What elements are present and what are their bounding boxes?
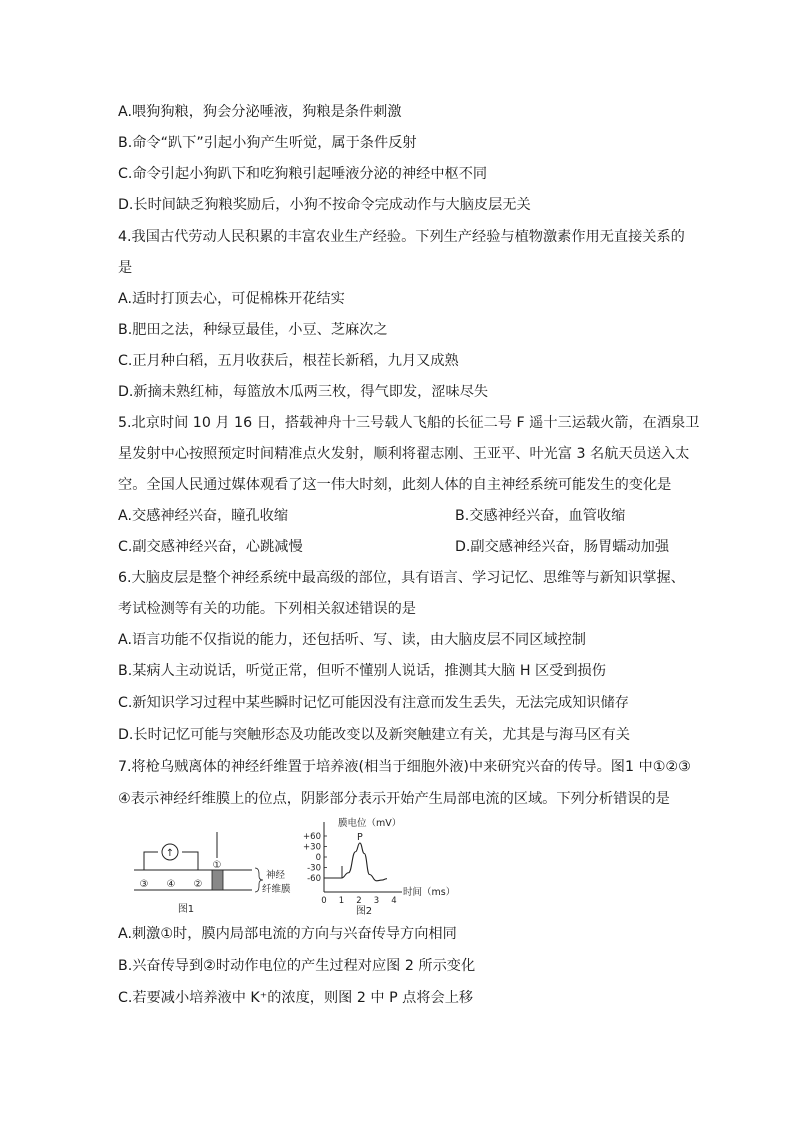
y-axis-label: 膜电位（mV）	[338, 818, 402, 829]
x-tick-label: 3	[373, 896, 380, 906]
y-tick-label: +30	[303, 842, 321, 853]
point-3-label: ③	[139, 879, 149, 890]
action-potential-curve	[324, 843, 387, 881]
question-4-stem-2: 是	[118, 260, 133, 276]
local-current-shaded-region	[212, 870, 223, 890]
y-tick-label: +60	[303, 832, 321, 842]
option-4b: B.肥田之法，种绿豆最佳，小豆、芝麻次之	[118, 322, 388, 338]
question-6-stem-1: 6.大脑皮层是整个神经系统中最高级的部位，具有语言、学习记忆、思维等与新知识掌握、	[118, 570, 685, 586]
question-7-stem-2: ④表示神经纤维膜上的位点，阴影部分表示开始产生局部电流的区域。下列分析错误的是	[118, 791, 670, 807]
question-4-stem-1: 4.我国古代劳动人民积累的丰富农业生产经验。下列生产经验与植物激素作用无直接关系的	[118, 229, 685, 245]
question-5-stem-3: 空。全国人民通过媒体观看了这一伟大时刻，此刻人体的自主神经系统可能发生的变化是	[118, 477, 672, 493]
x-tick-label: 2	[356, 896, 362, 906]
option-row-5cd	[118, 537, 670, 557]
option-5c: C.副交感神经兴奋，心跳减慢	[118, 539, 303, 555]
option-4c: C.正月种白稻，五月收获后，根茬长新稻，九月又成熟	[118, 353, 459, 369]
option-6d: D.长时记忆可能与突触形态及功能改变以及新突触建立有关，尤其是与海马区有关	[118, 727, 630, 743]
option-5b: B.交感神经兴奋，血管收缩	[455, 508, 626, 524]
peak-p-label: P	[357, 832, 363, 843]
option-5d: D.副交感神经兴奋，肠胃蠕动加强	[455, 539, 670, 555]
point-4-label: ④	[166, 879, 176, 890]
fiber-label-line1: 神经	[266, 870, 286, 881]
y-tick-label: -30	[307, 863, 321, 874]
option-3b: B.命令“趴下”引起小狗产生听觉，属于条件反射	[118, 135, 417, 151]
y-tick-label: -60	[307, 874, 321, 884]
figure-2-membrane-potential-chart	[298, 814, 456, 922]
galvanometer-needle: ↑	[165, 848, 175, 859]
question-6-stem-2: 考试检测等有关的功能。下列相关叙述错误的是	[118, 601, 416, 617]
option-7b: B.兴奋传导到②时动作电位的产生过程对应图 2 所示变化	[118, 958, 476, 974]
meter-wire-left	[144, 852, 158, 870]
figure-2-caption: 图2	[355, 906, 373, 917]
point-1-label: ①	[212, 860, 222, 871]
option-6a: A.语言功能不仅指说的能力，还包括听、写、读，由大脑皮层不同区域控制	[118, 632, 586, 648]
x-tick-label: 0	[321, 896, 327, 906]
fiber-label-line2: 纤维膜	[262, 884, 291, 895]
question-5-stem-1: 5.北京时间 10 月 16 日，搭载神舟十三号载人飞船的长征二号 F 遥十三运载火箭，在酒泉卫	[118, 415, 700, 431]
point-2-label: ②	[193, 879, 203, 890]
option-6b: B.某病人主动说话，听觉正常，但听不懂别人说话，推测其大脑 H 区受到损伤	[118, 663, 606, 679]
x-tick-label: 4	[391, 896, 397, 906]
option-row-5ab	[118, 506, 626, 526]
x-tick-label: 1	[338, 896, 345, 906]
option-3c: C.命令引起小狗趴下和吃狗粮引起唾液分泌的神经中枢不同	[118, 166, 488, 182]
y-tick-label: 0	[315, 853, 321, 863]
option-4d: D.新摘未熟红柿，每篮放木瓜两三枚，得气即发，涩味尽失	[118, 384, 489, 400]
option-3a: A.喂狗狗粮，狗会分泌唾液，狗粮是条件刺激	[118, 104, 402, 120]
option-3d: D.长时间缺乏狗粮奖励后，小狗不按命令完成动作与大脑皮层无关	[118, 197, 531, 213]
option-7c: C.若要减小培养液中 K⁺的浓度，则图 2 中 P 点将会上移	[118, 990, 474, 1006]
question-5-stem-2: 星发射中心按照预定时间精准点火发射，顺利将翟志刚、王亚平、叶光富 3 名航天员送入太	[118, 446, 690, 462]
x-axis-label: 时间（ms）	[403, 887, 456, 898]
option-6c: C.新知识学习过程中某些瞬时记忆可能因没有注意而发生丢失，无法完成知识储存	[118, 695, 629, 711]
question-7-stem-1: 7.将枪乌贼离体的神经纤维置于培养液(相当于细胞外液)中来研究兴奋的传导。图1 中①②③	[118, 759, 691, 775]
meter-wire-right	[182, 852, 198, 870]
option-5a: A.交感神经兴奋，瞳孔收缩	[118, 508, 289, 524]
option-4a: A.适时打顶去心，可促棉株开花结实	[118, 291, 345, 307]
figure-1-nerve-fiber	[128, 828, 300, 920]
option-7a: A.刺激①时，膜内局部电流的方向与兴奋传导方向相同	[118, 926, 457, 942]
figure-1-caption: 图1	[177, 904, 195, 915]
